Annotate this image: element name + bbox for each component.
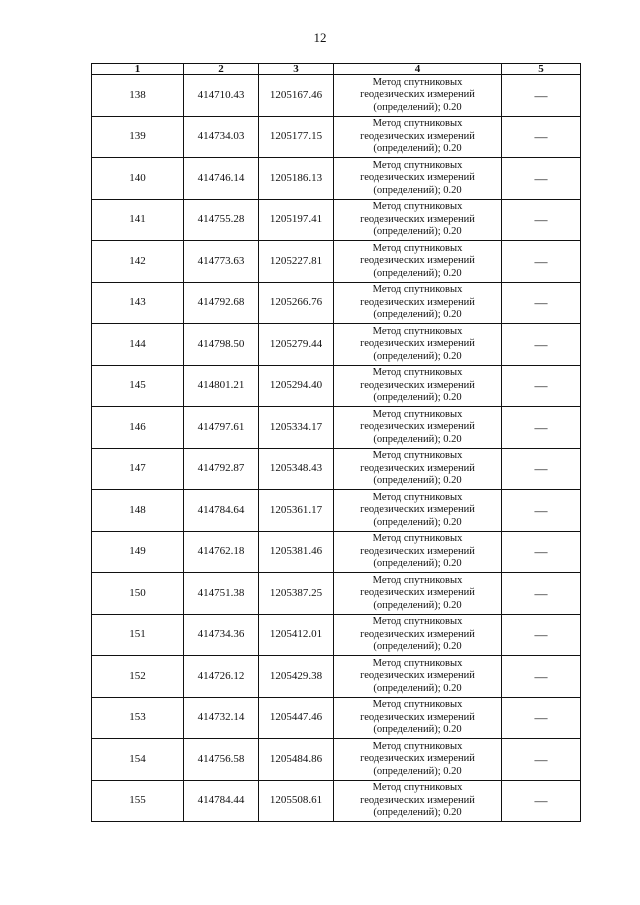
method-line-3: (определений); 0.20	[373, 433, 462, 445]
table-row	[92, 448, 581, 490]
method-line-2: геодезических измерений	[360, 753, 475, 764]
method-line-3: (определений); 0.20	[373, 143, 462, 154]
coord-y: 1205381.46	[259, 531, 334, 573]
method-line-3: (определений); 0.20	[373, 309, 462, 320]
point-number: 147	[92, 448, 184, 490]
method-cell	[334, 199, 502, 241]
method-line-3: (определений); 0.20	[373, 682, 462, 694]
method-line-3: (определений); 0.20	[373, 226, 462, 237]
method-line-2: геодезических измерений	[360, 711, 475, 723]
table-row	[92, 324, 581, 366]
note-cell: —	[502, 282, 581, 324]
point-number: 146	[92, 407, 184, 449]
note-cell: —	[502, 448, 581, 490]
table-row	[92, 697, 581, 739]
header-row	[92, 64, 581, 75]
method-line-2: геодезических измерений	[360, 504, 475, 515]
coord-y: 1205484.86	[259, 739, 334, 781]
note-cell: —	[502, 241, 581, 283]
method-line-1: Метод спутниковых	[372, 657, 463, 669]
coord-x: 414732.14	[184, 697, 259, 739]
method-line-3: (определений); 0.20	[373, 101, 462, 113]
method-line-1: Метод спутниковых	[372, 450, 463, 461]
method-cell	[334, 780, 502, 822]
coord-x: 414746.14	[184, 158, 259, 200]
table-row	[92, 199, 581, 241]
coord-x: 414798.50	[184, 324, 259, 366]
coord-y: 1205508.61	[259, 780, 334, 822]
note-cell: —	[502, 365, 581, 407]
note-cell: —	[502, 116, 581, 158]
point-number: 154	[92, 739, 184, 781]
method-cell	[334, 241, 502, 283]
method-line-2: геодезических измерений	[360, 421, 475, 432]
table-row	[92, 656, 581, 698]
method-line-2: геодезических измерений	[360, 545, 475, 557]
table-row	[92, 407, 581, 449]
point-number: 140	[92, 158, 184, 200]
note-cell: —	[502, 199, 581, 241]
table-row	[92, 780, 581, 822]
table-row	[92, 116, 581, 158]
method-line-3: (определений); 0.20	[373, 765, 462, 777]
coord-x: 414734.36	[184, 614, 259, 656]
coord-x: 414734.03	[184, 116, 259, 158]
method-line-2: геодезических измерений	[360, 462, 475, 474]
method-cell	[334, 324, 502, 366]
coord-y: 1205197.41	[259, 199, 334, 241]
method-line-1: Метод спутниковых	[372, 740, 463, 752]
note-cell: —	[502, 614, 581, 656]
coord-x: 414784.44	[184, 780, 259, 822]
method-line-3: (определений); 0.20	[373, 724, 462, 735]
method-line-1: Метод спутниковых	[372, 242, 463, 254]
point-number: 141	[92, 199, 184, 241]
table-header	[92, 64, 581, 75]
header-col-4: 4	[334, 64, 502, 75]
header-col-5: 5	[502, 64, 581, 75]
point-number: 143	[92, 282, 184, 324]
method-line-3: (определений); 0.20	[373, 807, 462, 818]
method-line-2: геодезических измерений	[360, 213, 475, 225]
coord-x: 414762.18	[184, 531, 259, 573]
point-number: 152	[92, 656, 184, 698]
table-row	[92, 365, 581, 407]
method-cell	[334, 75, 502, 117]
coord-x: 414710.43	[184, 75, 259, 117]
method-line-2: геодезических измерений	[360, 172, 475, 183]
method-line-2: геодезических измерений	[360, 130, 475, 142]
point-number: 148	[92, 490, 184, 532]
method-line-1: Метод спутниковых	[372, 367, 463, 378]
method-cell	[334, 697, 502, 739]
method-line-2: геодезических измерений	[360, 296, 475, 308]
point-number: 138	[92, 75, 184, 117]
method-line-1: Метод спутниковых	[372, 118, 463, 129]
method-line-1: Метод спутниковых	[372, 491, 463, 503]
table-row	[92, 241, 581, 283]
coord-y: 1205177.15	[259, 116, 334, 158]
coord-x: 414792.68	[184, 282, 259, 324]
method-line-1: Метод спутниковых	[372, 76, 463, 88]
method-line-2: геодезических измерений	[360, 89, 475, 100]
coord-y: 1205447.46	[259, 697, 334, 739]
note-cell: —	[502, 490, 581, 532]
coord-y: 1205227.81	[259, 241, 334, 283]
coord-y: 1205186.13	[259, 158, 334, 200]
method-cell	[334, 614, 502, 656]
point-number: 155	[92, 780, 184, 822]
method-cell	[334, 490, 502, 532]
coord-y: 1205412.01	[259, 614, 334, 656]
method-line-1: Метод спутниковых	[372, 201, 463, 212]
method-cell	[334, 573, 502, 615]
method-line-3: (определений); 0.20	[373, 392, 462, 403]
method-line-3: (определений); 0.20	[373, 184, 462, 196]
method-cell	[334, 531, 502, 573]
note-cell: —	[502, 75, 581, 117]
method-line-3: (определений); 0.20	[373, 267, 462, 279]
header-col-1: 1	[92, 64, 184, 75]
point-number: 145	[92, 365, 184, 407]
coord-x: 414801.21	[184, 365, 259, 407]
method-line-2: геодезических измерений	[360, 255, 475, 266]
page-number: 12	[313, 30, 327, 45]
table-row	[92, 573, 581, 615]
table-row	[92, 614, 581, 656]
point-number: 153	[92, 697, 184, 739]
method-cell	[334, 365, 502, 407]
method-line-1: Метод спутниковых	[372, 782, 463, 793]
coord-x: 414756.58	[184, 739, 259, 781]
coord-x: 414726.12	[184, 656, 259, 698]
coord-y: 1205334.17	[259, 407, 334, 449]
method-line-1: Метод спутниковых	[372, 325, 463, 337]
table-row	[92, 531, 581, 573]
coord-y: 1205348.43	[259, 448, 334, 490]
method-cell	[334, 448, 502, 490]
method-line-1: Метод спутниковых	[372, 408, 463, 420]
coord-x: 414784.64	[184, 490, 259, 532]
note-cell: —	[502, 324, 581, 366]
method-cell	[334, 116, 502, 158]
note-cell: —	[502, 739, 581, 781]
note-cell: —	[502, 573, 581, 615]
table-row	[92, 282, 581, 324]
method-line-2: геодезических измерений	[360, 338, 475, 349]
method-line-2: геодезических измерений	[360, 794, 475, 806]
coord-y: 1205361.17	[259, 490, 334, 532]
coordinates-table	[91, 63, 581, 822]
method-line-1: Метод спутниковых	[372, 159, 463, 171]
method-line-2: геодезических измерений	[360, 587, 475, 598]
coord-y: 1205279.44	[259, 324, 334, 366]
table-row	[92, 75, 581, 117]
method-line-3: (определений); 0.20	[373, 516, 462, 528]
method-line-3: (определений); 0.20	[373, 641, 462, 652]
method-cell	[334, 656, 502, 698]
method-line-3: (определений); 0.20	[373, 350, 462, 362]
method-cell	[334, 739, 502, 781]
coord-y: 1205294.40	[259, 365, 334, 407]
point-number: 144	[92, 324, 184, 366]
method-line-2: геодезических измерений	[360, 628, 475, 640]
coord-y: 1205387.25	[259, 573, 334, 615]
coord-x: 414792.87	[184, 448, 259, 490]
coord-x: 414797.61	[184, 407, 259, 449]
method-line-1: Метод спутниковых	[372, 616, 463, 627]
method-cell	[334, 158, 502, 200]
point-number: 150	[92, 573, 184, 615]
point-number: 139	[92, 116, 184, 158]
note-cell: —	[502, 158, 581, 200]
method-cell	[334, 407, 502, 449]
method-cell	[334, 282, 502, 324]
table-row	[92, 739, 581, 781]
method-line-1: Метод спутниковых	[372, 284, 463, 295]
header-col-2: 2	[184, 64, 259, 75]
coord-y: 1205266.76	[259, 282, 334, 324]
coord-x: 414755.28	[184, 199, 259, 241]
method-line-2: геодезических измерений	[360, 379, 475, 391]
method-line-3: (определений); 0.20	[373, 558, 462, 569]
note-cell: —	[502, 780, 581, 822]
table-row	[92, 158, 581, 200]
point-number: 149	[92, 531, 184, 573]
note-cell: —	[502, 697, 581, 739]
note-cell: —	[502, 656, 581, 698]
method-line-3: (определений); 0.20	[373, 599, 462, 611]
method-line-1: Метод спутниковых	[372, 533, 463, 544]
coord-x: 414751.38	[184, 573, 259, 615]
method-line-1: Метод спутниковых	[372, 699, 463, 710]
coord-y: 1205429.38	[259, 656, 334, 698]
method-line-3: (определений); 0.20	[373, 475, 462, 486]
coord-x: 414773.63	[184, 241, 259, 283]
method-line-2: геодезических измерений	[360, 670, 475, 681]
point-number: 142	[92, 241, 184, 283]
point-number: 151	[92, 614, 184, 656]
coord-y: 1205167.46	[259, 75, 334, 117]
header-col-3: 3	[259, 64, 334, 75]
table-body	[92, 75, 581, 822]
method-line-1: Метод спутниковых	[372, 574, 463, 586]
table-row	[92, 490, 581, 532]
note-cell: —	[502, 531, 581, 573]
note-cell: —	[502, 407, 581, 449]
